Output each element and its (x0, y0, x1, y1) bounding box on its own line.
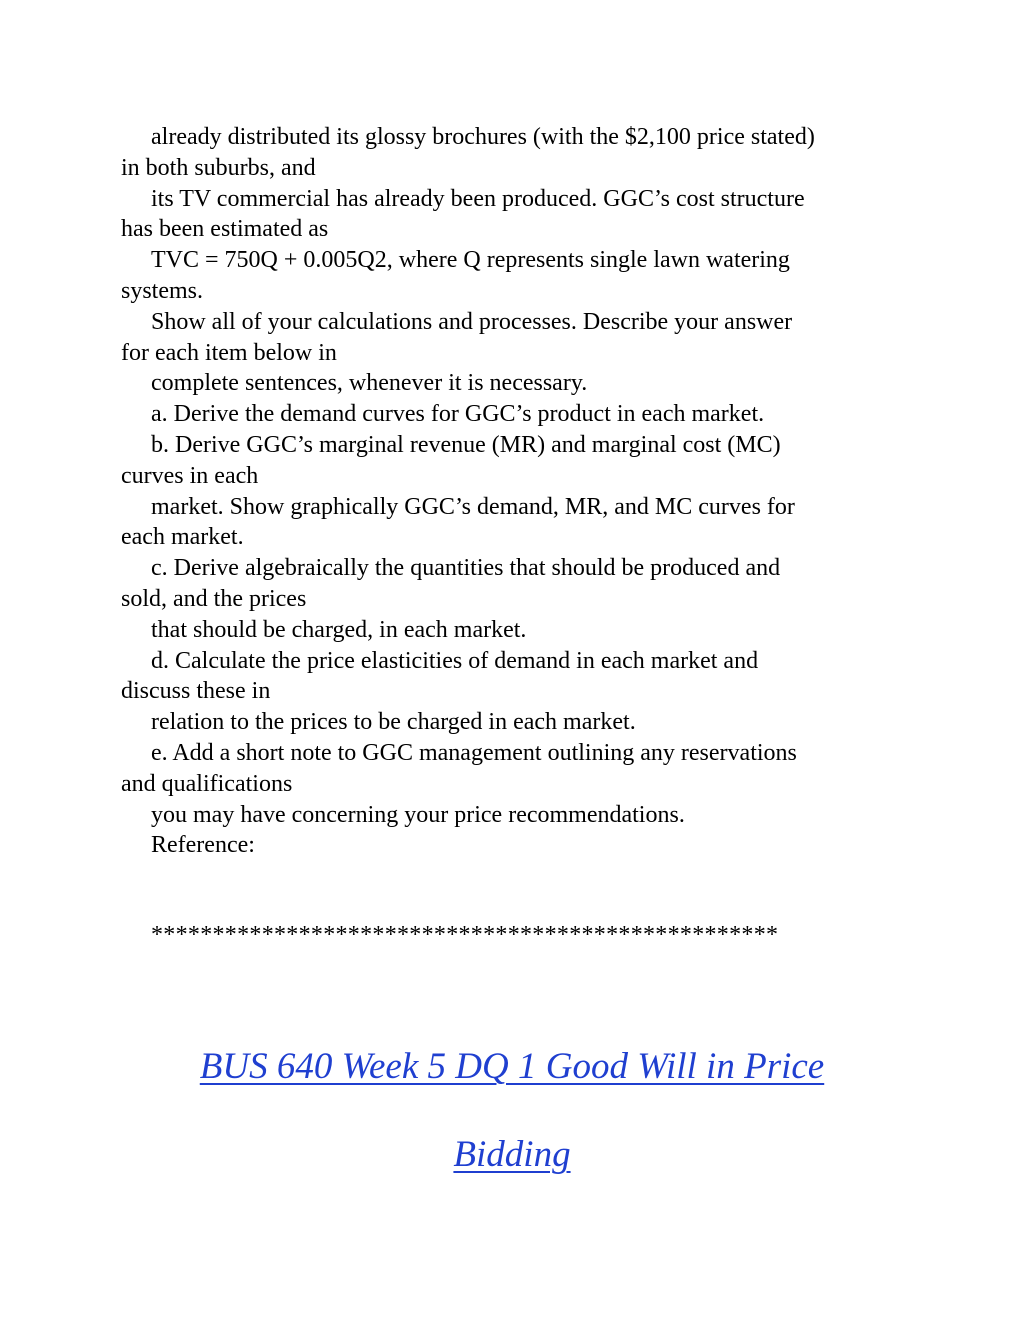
question-e: e. Add a short note to GGC management outlining any reservations (151, 739, 797, 766)
reference-label: Reference: (151, 832, 255, 859)
text-line: TVC = 750Q + 0.005Q2, where Q represents single lawn watering (151, 247, 790, 274)
text-line: in both suburbs, and (121, 154, 316, 181)
course-link-heading[interactable]: BUS 640 Week 5 DQ 1 Good Will in Price (199, 1046, 825, 1087)
text-line: already distributed its glossy brochures (with the $2,100 price stated) (151, 124, 815, 150)
question-d: d. Calculate the price elasticities of demand in each market and (151, 647, 759, 674)
text-line: that should be charged, in each market. (151, 616, 527, 643)
question-a: a. Derive the demand curves for GGC’s product in each market. (151, 401, 765, 428)
text-line: complete sentences, whenever it is necessary. (151, 370, 588, 397)
text-line: systems. (121, 277, 204, 304)
text-line: you may have concerning your price recommendations. (151, 801, 685, 828)
question-c: c. Derive algebraically the quantities that should be produced and (151, 555, 781, 582)
asterisk-separator: *************************************************** (151, 922, 779, 948)
text-line: each market. (121, 524, 244, 551)
text-line: sold, and the prices (121, 585, 307, 612)
question-b: b. Derive GGC’s marginal revenue (MR) and marginal cost (MC) (151, 431, 781, 458)
text-line: curves in each (121, 462, 259, 489)
text-line: has been estimated as (121, 216, 329, 243)
text-line: for each item below in (121, 339, 337, 366)
document-body-text (121, 122, 911, 861)
text-line: discuss these in (121, 678, 271, 705)
text-line: Show all of your calculations and processes. Describe your answer (151, 308, 793, 335)
text-line: its TV commercial has already been produced. GGC’s cost structure (151, 185, 805, 212)
text-line: and qualifications (121, 770, 293, 797)
course-link-heading-continued[interactable]: Bidding (453, 1134, 571, 1175)
text-line: market. Show graphically GGC’s demand, MR, and MC curves for (151, 493, 795, 520)
text-line: relation to the prices to be charged in each market. (151, 709, 636, 736)
